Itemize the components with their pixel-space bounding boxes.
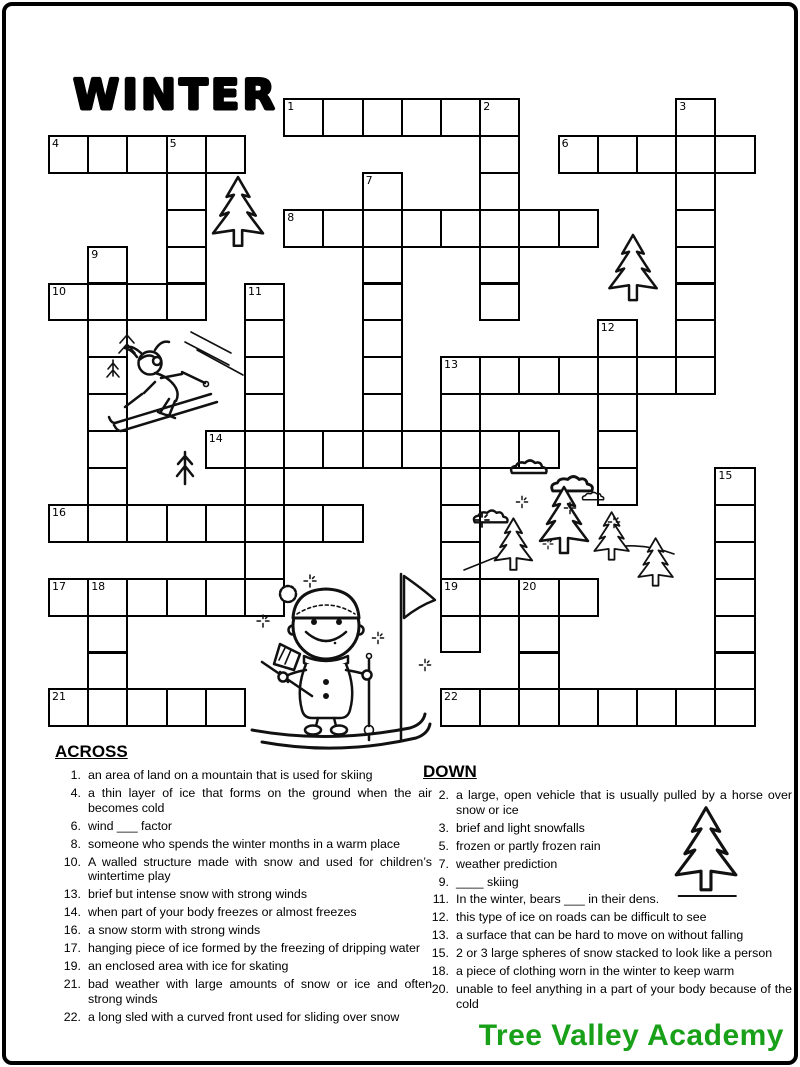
crossword-cell[interactable] <box>166 578 207 617</box>
down-header: DOWN <box>423 762 477 781</box>
crossword-cell[interactable] <box>518 688 559 727</box>
crossword-cell[interactable] <box>87 430 128 469</box>
clue-number: 21. <box>63 976 81 991</box>
cell-number: 16 <box>52 505 66 519</box>
crossword-cell[interactable] <box>87 135 128 174</box>
clue-text: an enclosed area with ice for skating <box>88 958 289 973</box>
clue-number: 19. <box>63 958 81 973</box>
clue-number: 7. <box>438 856 449 871</box>
clue-item <box>55 819 432 834</box>
crossword-cell[interactable] <box>401 430 442 469</box>
clue-text: ____ skiing <box>456 874 519 889</box>
clue-number: 10. <box>63 854 81 869</box>
pine-tree-icon <box>206 174 270 252</box>
crossword-cell[interactable] <box>283 430 324 469</box>
crossword-cell[interactable] <box>440 356 481 395</box>
clue-text: A walled structure made with snow and used for children’s wintertime play <box>88 854 432 884</box>
crossword-cell[interactable] <box>166 172 207 211</box>
clue-number: 20. <box>431 981 449 996</box>
brand-logo: Tree Valley Academy <box>478 1019 784 1052</box>
crossword-cell[interactable] <box>714 615 755 654</box>
crossword-cell[interactable] <box>558 356 599 395</box>
crossword-cell[interactable] <box>166 209 207 248</box>
crossword-cell[interactable] <box>675 319 716 358</box>
crossword-cell[interactable] <box>518 615 559 654</box>
crossword-cell[interactable] <box>440 209 481 248</box>
clue-text: bad weather with large amounts of snow or ice and often strong winds <box>88 976 432 1006</box>
crossword-cell[interactable] <box>48 135 89 174</box>
crossword-cell[interactable] <box>597 393 638 432</box>
across-header: ACROSS <box>55 742 128 761</box>
crossword-cell[interactable] <box>558 688 599 727</box>
crossword-cell[interactable] <box>714 541 755 580</box>
clue-number: 5. <box>438 838 449 853</box>
clue-item <box>423 910 792 925</box>
clue-text: someone who spends the winter months in a warm place <box>88 836 400 851</box>
crossword-cell[interactable] <box>675 688 716 727</box>
clue-item <box>423 964 792 979</box>
cell-number: 21 <box>52 690 66 704</box>
crossword-cell[interactable] <box>401 98 442 137</box>
clue-text: when part of your body freezes or almost freezes <box>88 905 357 920</box>
clue-text: 2 or 3 large spheres of snow stacked to look like a person <box>456 946 773 961</box>
cell-number: 19 <box>444 579 458 593</box>
clue-number: 11. <box>432 892 449 907</box>
crossword-cell[interactable] <box>362 209 403 248</box>
crossword-cell[interactable] <box>714 578 755 617</box>
clue-item <box>423 928 792 943</box>
pine-tree-icon <box>666 804 746 901</box>
cell-number: 14 <box>208 432 223 446</box>
clue-item <box>55 959 432 974</box>
clue-text: frozen or partly frozen rain <box>456 838 601 853</box>
crossword-cell[interactable] <box>87 688 128 727</box>
cell-number: 7 <box>365 173 373 187</box>
crossword-cell[interactable] <box>283 504 324 543</box>
across-clues-section <box>55 742 432 1028</box>
crossword-cell[interactable] <box>244 283 285 322</box>
clue-number: 2. <box>438 788 449 802</box>
crossword-cell[interactable] <box>362 319 403 358</box>
crossword-cell[interactable] <box>675 98 716 137</box>
crossword-cell[interactable] <box>479 172 520 211</box>
crossword-cell[interactable] <box>597 356 638 395</box>
crossword-cell[interactable] <box>440 615 481 654</box>
clue-item <box>55 977 432 1007</box>
crossword-cell[interactable] <box>636 356 677 395</box>
clue-text: this type of ice on roads can be difficult to see <box>456 910 707 925</box>
crossword-cell[interactable] <box>126 578 167 617</box>
cell-number: 1 <box>287 100 295 113</box>
clue-text: brief and light snowfalls <box>456 820 585 835</box>
across-clue-list <box>55 768 432 1025</box>
clue-number: 17. <box>63 941 81 956</box>
crossword-cell[interactable] <box>205 504 246 543</box>
crossword-cell[interactable] <box>714 688 755 727</box>
cell-number: 13 <box>444 358 458 372</box>
clue-item <box>55 855 432 885</box>
clue-item <box>55 941 432 956</box>
crossword-cell[interactable] <box>362 283 403 322</box>
snowy-trees-icon <box>462 458 702 598</box>
crossword-cell[interactable] <box>597 688 638 727</box>
clue-number: 22. <box>63 1009 81 1024</box>
crossword-cell[interactable] <box>714 504 755 543</box>
crossword-cell[interactable] <box>479 688 520 727</box>
cloud-icon <box>474 461 604 523</box>
cell-number: 2 <box>483 100 491 113</box>
crossword-cell[interactable] <box>675 209 716 248</box>
crossword-cell[interactable] <box>675 283 716 322</box>
clue-text: a piece of clothing worn in the winter to keep warm <box>456 964 735 979</box>
cell-number: 4 <box>52 136 59 150</box>
cell-number: 5 <box>169 136 177 150</box>
crossword-cell[interactable] <box>48 578 89 617</box>
crossword-cell[interactable] <box>558 135 599 174</box>
clue-number: 4. <box>70 785 81 800</box>
crossword-cell[interactable] <box>322 504 363 543</box>
clue-number: 8. <box>70 836 81 851</box>
crossword-cell[interactable] <box>283 98 324 137</box>
crossword-cell[interactable] <box>558 209 599 248</box>
crossword-cell[interactable] <box>283 209 324 248</box>
clue-item <box>55 786 432 816</box>
cell-number: 15 <box>718 469 733 482</box>
clue-text: a thin layer of ice that forms on the ground when the air becomes cold <box>88 785 432 815</box>
crossword-cell[interactable] <box>87 467 128 506</box>
crossword-cell[interactable] <box>362 356 403 395</box>
crossword-cell[interactable] <box>597 319 638 358</box>
cell-number: 20 <box>522 579 537 593</box>
crossword-cell[interactable] <box>205 135 246 174</box>
crossword-cell[interactable] <box>440 393 481 432</box>
cell-number: 11 <box>248 284 262 298</box>
crossword-cell[interactable] <box>126 135 167 174</box>
crossword-cell[interactable] <box>244 430 285 469</box>
clue-item <box>55 887 432 902</box>
crossword-cell[interactable] <box>362 393 403 432</box>
crossword-cell[interactable] <box>205 430 246 469</box>
crossword-cell[interactable] <box>518 652 559 691</box>
crossword-cell[interactable] <box>87 578 128 617</box>
clue-number: 12. <box>431 910 449 925</box>
page-title: WINTER <box>73 70 278 120</box>
clue-number: 9. <box>438 874 449 889</box>
crossword-cell[interactable] <box>87 615 128 654</box>
clue-number: 1. <box>70 768 81 782</box>
clue-text: hanging piece of ice formed by the freezing of dripping water <box>88 941 420 956</box>
crossword-cell[interactable] <box>675 246 716 285</box>
cell-number: 17 <box>52 579 66 593</box>
clue-item <box>55 923 432 938</box>
crossword-cell[interactable] <box>48 504 89 543</box>
crossword-cell[interactable] <box>714 652 755 691</box>
clue-text: a long sled with a curved front used for sliding over snow <box>88 1009 400 1024</box>
crossword-cell[interactable] <box>362 98 403 137</box>
crossword-cell[interactable] <box>87 652 128 691</box>
crossword-cell[interactable] <box>714 135 755 174</box>
clue-text: a snow storm with strong winds <box>88 923 261 938</box>
crossword-cell[interactable] <box>48 688 89 727</box>
clue-text: In the winter, bears ___ in their dens. <box>456 892 660 907</box>
crossword-cell[interactable] <box>479 209 520 248</box>
crossword-cell[interactable] <box>244 467 285 506</box>
twig-tree-icon <box>170 444 200 486</box>
clue-item <box>55 1010 432 1025</box>
crossword-cell[interactable] <box>479 283 520 322</box>
crossword-cell[interactable] <box>440 688 481 727</box>
pine-tree-icon <box>495 487 673 586</box>
cell-number: 3 <box>679 100 687 113</box>
crossword-cell[interactable] <box>322 209 363 248</box>
crossword-cell[interactable] <box>166 246 207 285</box>
cell-number: 6 <box>561 136 569 150</box>
clue-number: 18. <box>431 964 449 979</box>
clue-number: 6. <box>70 818 81 833</box>
crossword-cell[interactable] <box>362 430 403 469</box>
clue-number: 16. <box>63 923 81 938</box>
crossword-cell[interactable] <box>479 356 520 395</box>
crossword-cell[interactable] <box>479 135 520 174</box>
clue-item <box>55 905 432 920</box>
crossword-cell[interactable] <box>87 504 128 543</box>
clue-text: a surface that can be hard to move on without falling <box>456 928 744 943</box>
clue-text: unable to feel anything in a part of your body because of the cold <box>456 981 792 1011</box>
pine-tree-icon <box>602 232 664 306</box>
cell-number: 9 <box>91 247 99 261</box>
clue-number: 14. <box>63 905 81 920</box>
clue-item <box>55 768 432 783</box>
crossword-cell[interactable] <box>362 246 403 285</box>
crossword-cell[interactable] <box>636 688 677 727</box>
clue-text: brief but intense snow with strong winds <box>88 887 308 902</box>
crossword-cell[interactable] <box>597 135 638 174</box>
crossword-cell[interactable] <box>166 688 207 727</box>
cell-number: 18 <box>91 579 106 593</box>
skiing-child-icon <box>238 568 438 750</box>
crossword-cell[interactable] <box>440 98 481 137</box>
clue-text: a large, open vehicle that is usually pulled by a horse over snow or ice <box>456 788 792 817</box>
crossword-cell[interactable] <box>166 283 207 322</box>
crossword-cell[interactable] <box>401 209 442 248</box>
crossword-cell[interactable] <box>87 283 128 322</box>
crossword-cell[interactable] <box>126 688 167 727</box>
crossword-cell[interactable] <box>479 98 520 137</box>
crossword-cell[interactable] <box>675 135 716 174</box>
crossword-cell[interactable] <box>479 246 520 285</box>
clue-number: 13. <box>431 928 449 943</box>
crossword-cell[interactable] <box>48 283 89 322</box>
crossword-cell[interactable] <box>675 172 716 211</box>
clue-item <box>55 837 432 852</box>
clue-number: 13. <box>63 887 81 902</box>
crossword-cell[interactable] <box>322 98 363 137</box>
crossword-cell[interactable] <box>166 135 207 174</box>
crossword-cell[interactable] <box>636 135 677 174</box>
crossword-cell[interactable] <box>518 209 559 248</box>
clue-text: wind ___ factor <box>88 818 173 833</box>
clue-item <box>423 982 792 1012</box>
crossword-cell[interactable] <box>518 356 559 395</box>
crossword-cell[interactable] <box>244 504 285 543</box>
clue-text: an area of land on a mountain that is used for skiing <box>88 768 373 782</box>
crossword-cell[interactable] <box>675 356 716 395</box>
cell-number: 22 <box>444 690 458 704</box>
cell-number: 10 <box>52 284 66 298</box>
clue-text: weather prediction <box>456 856 558 871</box>
crossword-cell[interactable] <box>87 246 128 285</box>
clue-number: 3. <box>438 820 449 835</box>
cell-number: 12 <box>600 321 615 335</box>
downhill-skier-icon <box>103 320 253 435</box>
crossword-cell[interactable] <box>166 504 207 543</box>
crossword-cell[interactable] <box>322 430 363 469</box>
cell-number: 8 <box>287 210 295 224</box>
crossword-cell[interactable] <box>126 504 167 543</box>
clue-item <box>423 946 792 961</box>
crossword-cell[interactable] <box>126 283 167 322</box>
crossword-cell[interactable] <box>714 467 755 506</box>
crossword-cell[interactable] <box>362 172 403 211</box>
clue-number: 15. <box>431 946 449 961</box>
